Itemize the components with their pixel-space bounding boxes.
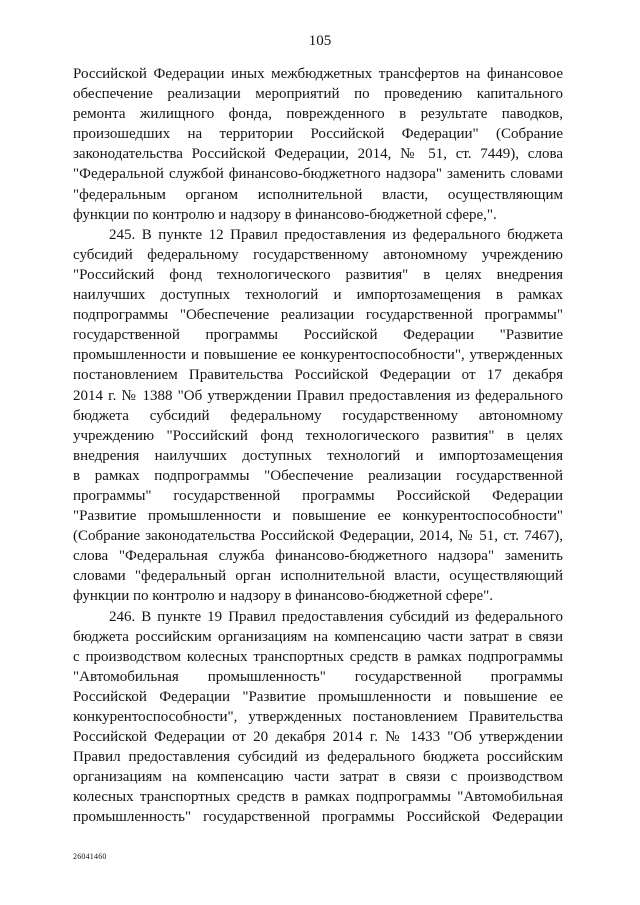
text-line: словами "федеральный орган исполнительной власти, осуществляющий: [73, 568, 563, 585]
text-line: организациям на компенсацию части затрат в связи с производством: [73, 769, 563, 786]
text-line: "федеральным органом исполнительной власти, осуществляющим: [73, 186, 563, 203]
text-line: колесных транспортных средств в рамках подпрограммы "Автомобильная: [73, 789, 563, 806]
text-line: промышленность" государственной программы Российской Федерации: [73, 809, 563, 826]
text-line: (Собрание законодательства Российской Федерации, 2014, № 51, ст. 7467),: [73, 528, 563, 545]
text-line: 245. В пункте 12 Правил предоставления из федерального бюджета: [109, 226, 563, 243]
text-line: наилучших доступных технологий и импортозамещения в рамках: [73, 287, 563, 304]
text-line: законодательства Российской Федерации, 2014, № 51, ст. 7449), слова: [73, 146, 563, 163]
text-line: постановлением Правительства Российской Федерации от 17 декабря: [73, 367, 563, 384]
text-line: произошедших на территории Российской Федерации" (Собрание: [73, 126, 563, 143]
text-line: функции по контролю и надзору в финансово-бюджетной сфере".: [73, 588, 494, 605]
text-line: функции по контролю и надзору в финансово-бюджетной сфере,".: [73, 206, 497, 223]
text-line: в рамках подпрограммы "Обеспечение реализации государственной: [73, 467, 563, 484]
text-line: Российской Федерации иных межбюджетных трансфертов на финансовое: [73, 66, 563, 82]
text-line: Российской Федерации "Развитие промышленности и повышение ее: [73, 688, 563, 705]
document-code: 26041460: [73, 852, 107, 861]
text-line: 246. В пункте 19 Правил предоставления субсидий из федерального: [109, 608, 563, 625]
document-body: [73, 64, 563, 828]
text-line: обеспечение реализации мероприятий по проведению капитального: [73, 86, 563, 103]
text-line: подпрограммы "Обеспечение реализации государственной программы": [73, 307, 563, 324]
text-line: Российской Федерации от 20 декабря 2014 г. № 1433 "Об утверждении: [73, 729, 563, 746]
text-line: "Автомобильная промышленность" государственной программы: [73, 668, 563, 685]
text-line: субсидий федеральному государственному автономному учреждению: [73, 246, 563, 263]
text-line: "Развитие промышленности и повышение ее конкурентоспособности": [73, 508, 563, 525]
text-line: 2014 г. № 1388 "Об утверждении Правил предоставления из федерального: [73, 387, 563, 404]
text-line: программы" государственной программы Российской Федерации: [73, 487, 563, 504]
text-line: учреждению "Российский фонд технологического развития" в целях: [73, 427, 563, 444]
page-number: 105: [308, 33, 332, 49]
text-line: слова "Федеральная служба финансово-бюджетного надзора" заменить: [73, 548, 563, 565]
text-line: промышленности и повышение ее конкурентоспособности", утвержденных: [73, 347, 563, 364]
text-line: бюджета российским организациям на компенсацию части затрат в связи: [73, 628, 563, 645]
text-line: внедрения наилучших доступных технологий и импортозамещения: [73, 447, 563, 464]
text-line: "Федеральной службой финансово-бюджетного надзора" заменить словами: [73, 166, 563, 183]
text-line: ремонта жилищного фонда, поврежденного в результате паводков,: [73, 106, 563, 123]
text-line: с производством колесных транспортных средств в рамках подпрограммы: [73, 648, 563, 665]
text-line: бюджета субсидий федеральному государственному автономному: [73, 407, 563, 424]
text-line: государственной программы Российской Федерации "Развитие: [73, 327, 563, 344]
text-line: Правил предоставления субсидий из федерального бюджета российским: [73, 749, 563, 766]
text-line: "Российский фонд технологического развития" в целях внедрения: [73, 266, 563, 283]
text-line: конкурентоспособности", утвержденных постановлением Правительства: [73, 709, 563, 725]
